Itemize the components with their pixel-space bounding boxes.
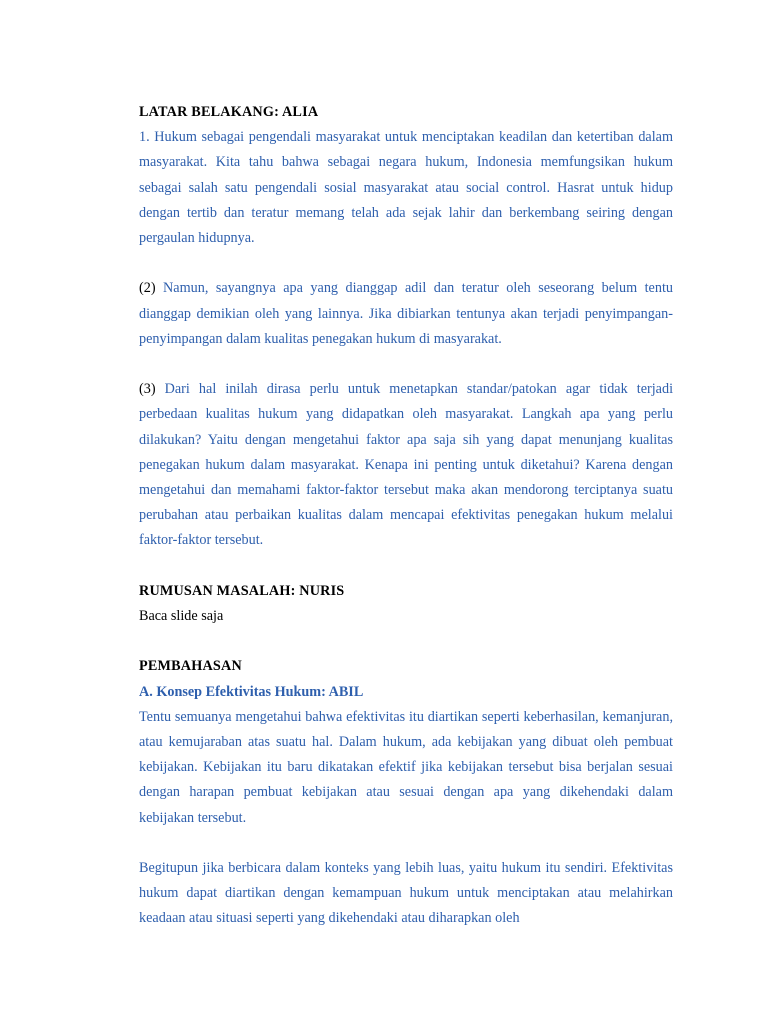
document-page xyxy=(139,100,673,932)
paragraph-latar-3-text: Dari hal inilah dirasa perlu untuk menetapkan standar/patokan agar tidak terjadi perbedaan kualitas hukum yang didapatkan oleh masyarakat. Langkah apa yang perlu dilakukan? Yaitu dengan mengetahui faktor apa saja sih yang dapat menunjang kualitas penegakan hukum dalam masyarakat. Kenapa ini penting untuk diketahui? Karena dengan mengetahui dan memahami faktor-faktor tersebut maka akan mendorong terciptanya suatu perubahan atau perbaikan kualitas dalam mencapai efektivitas penegakan hukum melalui faktor-faktor tersebut. xyxy=(139,381,674,549)
paragraph-latar-2 xyxy=(139,276,673,352)
paragraph-pembahasan-1: Tentu semuanya mengetahui bahwa efektivitas itu diartikan seperti keberhasilan, kemanjuran, atau kemujaraban atas suatu hal. Dalam hukum, ada kebijakan yang dibuat oleh pembuat kebijakan. Kebijakan itu baru dikatakan efektif jika kebijakan tersebut bisa berjalan sesuai dengan harapan pembuat kebijakan atau sesuai dengan apa yang dikehendaki dalam kebijakan tersebut. xyxy=(139,708,673,826)
paragraph-gap xyxy=(139,554,673,579)
section-heading-pembahasan: PEMBAHASAN xyxy=(139,658,242,675)
paragraph-latar-1: 1. Hukum sebagai pengendali masyarakat untuk menciptakan keadilan dan ketertiban dalam masyarakat. Kita tahu bahwa sebagai negara hukum, Indonesia memfungsikan hukum sebagai salah satu pengendali sosial masyarakat atau social control. Hasrat untuk hidup dengan tertib dan teratur memang telah ada sejak lahir dan berkembang seiring dengan pergaulan hidupnya. xyxy=(139,129,673,246)
paragraph-marker-2: (2) xyxy=(139,280,156,297)
section-heading-rumusan-masalah: RUMUSAN MASALAH: NURIS xyxy=(139,582,345,599)
paragraph-gap xyxy=(139,831,673,856)
rumusan-text: Baca slide saja xyxy=(139,607,224,624)
paragraph-latar-3 xyxy=(139,377,673,553)
paragraph-gap xyxy=(139,251,673,276)
paragraph-latar-2-text: Namun, sayangnya apa yang dianggap adil dan teratur oleh seseorang belum tentu dianggap demikian oleh yang lainnya. Jika dibiarkan tentunya akan terjadi penyimpangan-penyimpangan dalam kualitas penegakan hukum di masyarakat. xyxy=(139,280,673,347)
section-heading-latar-belakang: LATAR BELAKANG: ALIA xyxy=(139,104,319,120)
subheading-konsep-efektivitas: A. Konsep Efektivitas Hukum: ABIL xyxy=(139,683,364,700)
paragraph-pembahasan-2: Begitupun jika berbicara dalam konteks yang lebih luas, yaitu hukum itu sendiri. Efektivitas hukum dapat diartikan dengan kemampuan hukum untuk menciptakan atau melahirkan keadaan atau situasi seperti yang dikehendaki atau diharapkan oleh xyxy=(139,859,673,927)
paragraph-marker-3: (3) xyxy=(139,381,156,398)
paragraph-gap xyxy=(139,629,673,654)
paragraph-gap xyxy=(139,352,673,377)
